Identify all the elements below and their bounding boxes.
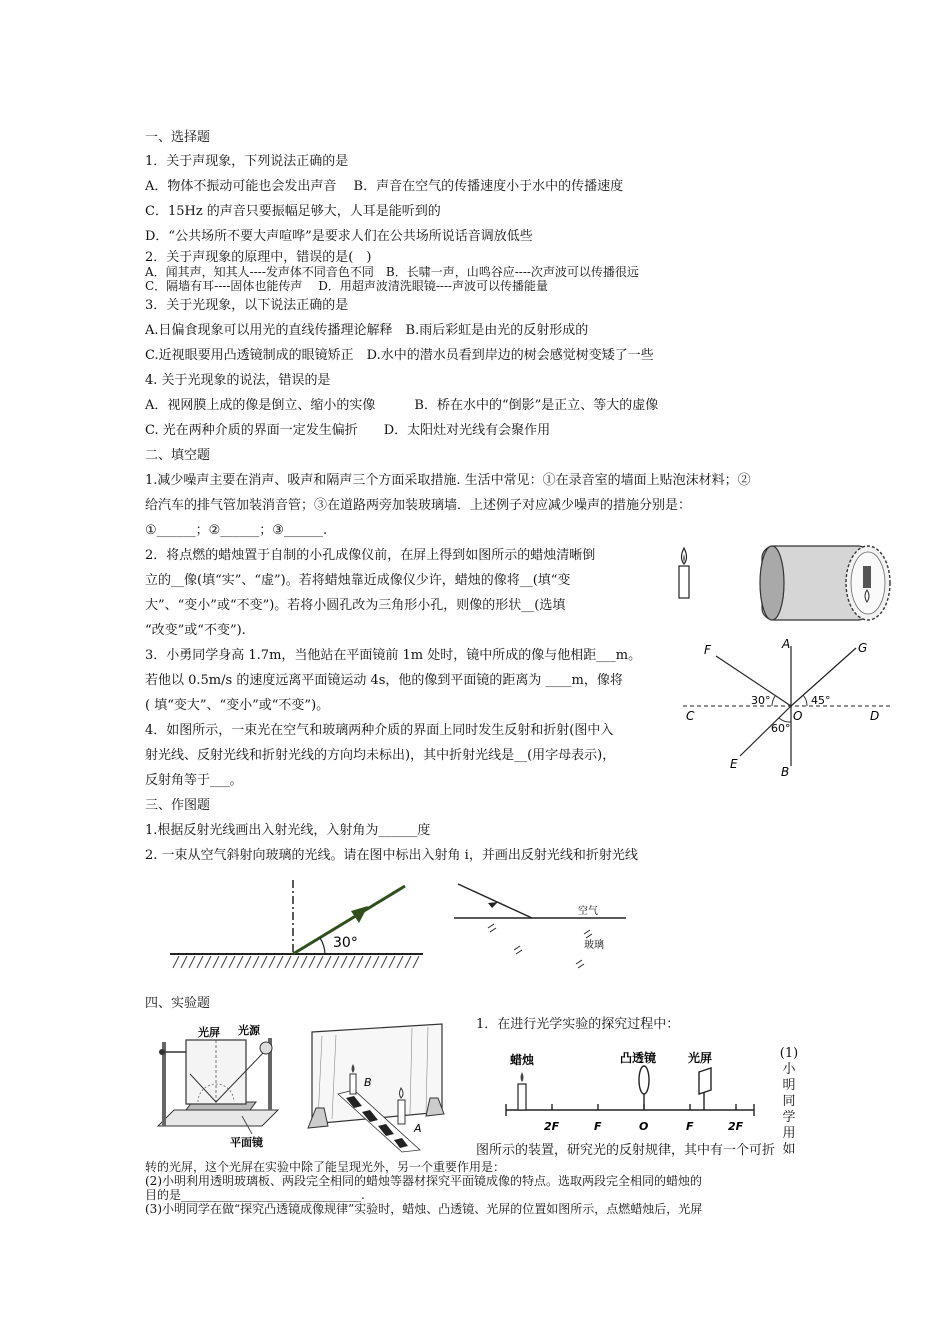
fill-q4-line1: 4．如图所示，一束光在空气和玻璃两种介质的界面上同时发生反射和折射(图中入 (145, 723, 614, 738)
q1-option-c: C．15Hz 的声音只要振幅足够大，人耳是能听到的 (145, 204, 441, 219)
surface-hatching (173, 956, 419, 968)
label-d: D (870, 709, 880, 723)
convex-lens-icon (639, 1066, 649, 1110)
label-f: F (704, 643, 711, 657)
fill-q1-line2: 给汽车的排气管加装消音管；③在道路两旁加装玻璃墙．上述例子对应减少噪声的措施分别是： (145, 498, 692, 513)
reflection-drawing-figure (165, 874, 427, 974)
q1-option-d: D．“公共场所不要大声喧哗”是要求人们在公共场所说话音调放低些 (145, 229, 533, 244)
light-source-icon (260, 1042, 272, 1054)
section-title-fill: 二、填空题 (145, 448, 211, 463)
fill-q2-line4: “改变”或“不变”). (145, 623, 246, 638)
q2-options-cd: C．隔墙有耳----固体也能传声 D．用超声波清洗眼镜----声波可以传播能量 (145, 279, 549, 293)
air-label: 空气 (578, 906, 598, 917)
label-b: B (781, 765, 790, 779)
q4-stem: 4. 关于光现象的说法，错误的是 (145, 373, 331, 388)
fill-q4-line2: 射光线、反射光线和折射光线的方向均未标出)，其中折射光线是__(用字母表示)， (145, 748, 616, 763)
fill-q3-line3: ( 填“变大”、“变小”或“不变”)。 (145, 698, 330, 713)
exp-q1-p1-line2: 转的光屏，这个光屏在实验中除了能呈现光外，另一个重要作用是： (145, 1160, 506, 1174)
draw-q2: 2. 一束从空气斜射向玻璃的光线。请在图中标出入射角 i，并画出反射光线和折射光线 (145, 848, 638, 863)
bench-screen-label: 光屏 (688, 1051, 713, 1065)
q1-stem: 1．关于声现象，下列说法正确的是 (145, 154, 349, 169)
glass-marks (488, 924, 592, 968)
glass-plate-figure (302, 1022, 462, 1154)
fill-q2-line2: 立的__像(填“实”、“虚”)。若将蜡烛靠近成像仪少许，蜡烛的像将__(填“变 (145, 573, 571, 588)
plate-label-a: A (414, 1122, 422, 1135)
candle-b-icon (350, 1074, 356, 1094)
label-c: C (686, 709, 695, 723)
tick-label-2f-left: 2F (544, 1120, 560, 1133)
q4-options-cd: C. 光在两种介质的界面一定发生偏折 D．太阳灶对光线有会聚作用 (145, 423, 551, 438)
label-g: G (858, 641, 868, 655)
q3-stem: 3．关于光现象，以下说法正确的是 (145, 298, 349, 313)
plate-label-b: B (364, 1076, 372, 1089)
exp-q1-p1-cont: 图所示的装置，研究光的反射规律，其中有一个可折 (476, 1143, 776, 1158)
lens-bench-figure (494, 1040, 772, 1140)
q3-options-cd: C.近视眼要用凸透镜制成的眼镜矫正 D.水中的潜水员看到岸边的树会感觉树变矮了一些 (145, 348, 654, 363)
fill-q4-line3: 反射角等于___。 (145, 773, 243, 788)
label-e: E (730, 757, 738, 771)
q1-options-ab: A．物体不振动可能也会发出声音 B．声音在空气的传播速度小于水中的传播速度 (145, 179, 624, 194)
q2-options-ab: A．闻其声，知其人----发声体不同音色不同 B．长啸一声，山鸣谷应----次声波可以传播很远 (145, 265, 639, 279)
tick-label-f-right: F (686, 1120, 694, 1133)
angle-30-label: 30° (751, 694, 771, 707)
reflection-apparatus-figure (150, 1022, 290, 1150)
incident-arrow-icon (488, 902, 498, 908)
exp-q1-p2-line1: (2)小明利用透明玻璃板、两段完全相同的蜡烛等器材探究平面镜成像的特点。选取两段完全相同的蜡烛的 (145, 1174, 703, 1188)
candle-icon (679, 548, 689, 598)
bench-candle-label: 蜡烛 (510, 1053, 535, 1067)
reflect-angle-label: 30° (333, 935, 358, 951)
pinhole-camera-icon (760, 546, 890, 620)
ray-arrow-icon (351, 906, 368, 923)
fill-q3-line2: 若他以 0.5m/s 的速度远离平面镜运动 4s，他的像到平面镜的距离为 ____m，像将 (145, 673, 623, 688)
draw-q1: 1.根据反射光线画出入射光线，入射角为______度 (145, 823, 431, 838)
fill-q3-line1: 3．小勇同学身高 1.7m，当他站在平面镜前 1m 处时，镜中所成的像与他相距___m。 (145, 648, 642, 663)
fill-q2-line1: 2．将点燃的蜡烛置于自制的小孔成像仪前，在屏上得到如图所示的蜡烛清晰倒 (145, 548, 596, 563)
label-a: A (782, 637, 791, 651)
fill-q1-line1: 1.减少噪声主要在消声、吸声和隔声三个方面采取措施. 生活中常见：①在录音室的墙面上贴泡沫材料；② (145, 473, 751, 488)
exp-q1-p3-line1: (3)小明同学在做“探究凸透镜成像规律”实验时，蜡烛、凸透镜、光屏的位置如图所示，点燃蜡烛后，光屏 (145, 1202, 703, 1216)
bench-screen-icon (699, 1068, 711, 1110)
q2-stem: 2．关于声现象的原理中，错误的是( ) (145, 250, 372, 265)
apparatus-screen-label: 光屏 (198, 1026, 220, 1039)
candle-a-icon (398, 1100, 405, 1124)
section-title-experiment: 四、实验题 (145, 996, 211, 1011)
tick-label-o: O (639, 1120, 649, 1133)
bench-candle-icon (518, 1072, 526, 1110)
bench-lens-label: 凸透镜 (620, 1051, 657, 1065)
air-glass-figure (452, 878, 632, 978)
label-o: O (793, 709, 803, 723)
exp-q1-p1-side: (1) 小 明 同 学 用 如 (779, 1046, 799, 1157)
pinhole-camera-figure (668, 538, 900, 630)
section-title-choice: 一、选择题 (145, 130, 211, 145)
apparatus-source-label: 光源 (238, 1024, 260, 1037)
q4-options-ab: A．视网膜上成的像是倒立、缩小的实像 B．桥在水中的“倒影”是正立、等大的虚像 (145, 398, 659, 413)
fill-q1-line3: ①______；②______；③______. (145, 523, 328, 538)
tick-label-f-left: F (594, 1120, 602, 1133)
exp-q1-p2-line2: 目的是______________________________. (145, 1188, 365, 1202)
exp-q1-stem: 1．在进行光学实验的探究过程中： (476, 1017, 680, 1032)
angle-figure (680, 636, 900, 782)
angle-60-label: 60° (771, 722, 791, 735)
q3-options-ab: A.日偏食现象可以用光的直线传播理论解释 B.雨后彩虹是由光的反射形成的 (145, 323, 589, 338)
fill-q2-line3: 大”、“变小”或“不变”)。若将小圆孔改为三角形小孔，则像的形状__(选填 (145, 598, 566, 613)
apparatus-mirror-label: 平面镜 (230, 1136, 263, 1149)
glass-label: 玻璃 (584, 940, 604, 951)
tick-label-2f-right: 2F (728, 1120, 744, 1133)
section-title-drawing: 三、作图题 (145, 798, 211, 813)
angle-45-label: 45° (811, 694, 831, 707)
